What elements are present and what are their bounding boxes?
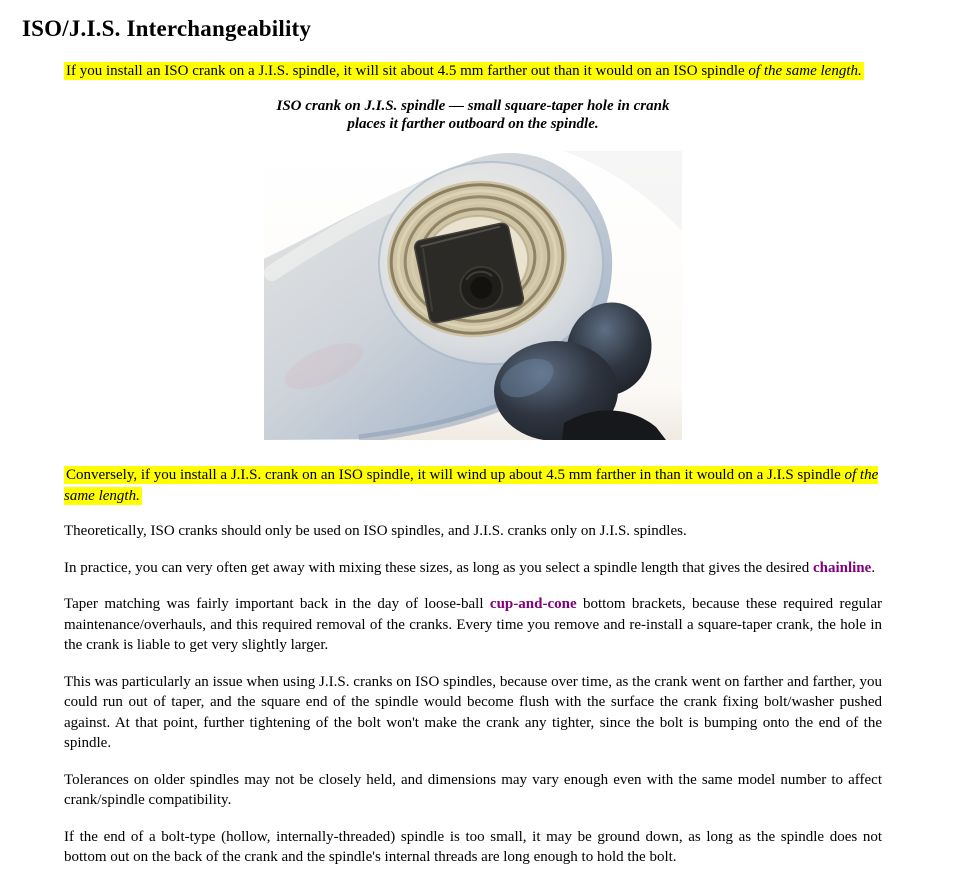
note-text: If you install an ISO crank on a J.I.S. spindle, it will sit about 4.5 mm farther out than it would on an ISO spindle — [66, 63, 749, 79]
caption-line-1: ISO crank on J.I.S. spindle — small square-taper hole in crank — [276, 97, 670, 114]
paragraph-text: . — [871, 559, 876, 576]
paragraph-theoretically: Theoretically, ISO cranks should only be used on ISO spindles, and J.I.S. cranks only on J.I.S. spindles. — [64, 523, 687, 539]
paragraph-tolerances: Tolerances on older spindles may not be closely held, and dimensions may vary enough even with the same model number to affect crank/spindle compatibility. — [64, 771, 882, 808]
paragraph-text: Taper matching was fairly important back in the day of loose-ball — [64, 596, 490, 612]
crank-photo — [264, 151, 682, 440]
note-text: Conversely, if you install a J.I.S. crank on an ISO spindle, it will wind up about 4.5 mm farther in than it would on a J.I.S spindle — [66, 467, 845, 483]
note-italic-text: of the same length. — [64, 467, 879, 504]
highlighted-text — [64, 466, 878, 505]
paragraph-grinding: If the end of a bolt-type (hollow, internally-threaded) spindle is too small, it may be ground down, as long as the spindle does not bottom out on the back of the crank and the spindle's internal threads are long enough to hold the bolt. — [64, 828, 882, 865]
note-italic-text: of the same length. — [748, 63, 862, 79]
paragraph-text: In practice, you can very often get away with mixing these sizes, as long as you select a spindle length that gives the desired — [64, 559, 813, 576]
cup-and-cone-link[interactable]: cup-and-cone — [489, 596, 577, 612]
photo-container — [64, 151, 882, 447]
paragraph-jis-on-iso-issue: This was particularly an issue when using J.I.S. cranks on ISO spindles, because over time, as the crank went on farther and farther, you could run out of taper, and the square end of the spindle would become flush with the surface the crank fixing bolt/washer pushed against. At that point, further tightening of the bolt won't make the crank any tighter, since the bolt is bumping onto the end of the spindle. — [64, 673, 882, 751]
article-body — [64, 61, 882, 868]
page-title: ISO/J.I.S. Interchangeability — [22, 16, 312, 41]
paragraph-taper-matching — [64, 594, 882, 656]
paragraph-text: bottom brackets, because these required regular maintenance/overhauls, and this required removal of the cranks. Every time you remove and re-install a square-taper crank, the hole in the crank is liable to get very slightly larger. — [64, 596, 882, 653]
paragraph-practice — [64, 558, 882, 579]
note-jis-crank-on-iso — [64, 465, 882, 506]
caption-line-2: places it farther outboard on the spindle. — [347, 115, 599, 132]
note-iso-crank-on-jis — [64, 61, 882, 82]
highlighted-text — [64, 62, 864, 80]
photo-caption — [64, 97, 882, 133]
chainline-link[interactable]: chainline — [812, 559, 872, 576]
